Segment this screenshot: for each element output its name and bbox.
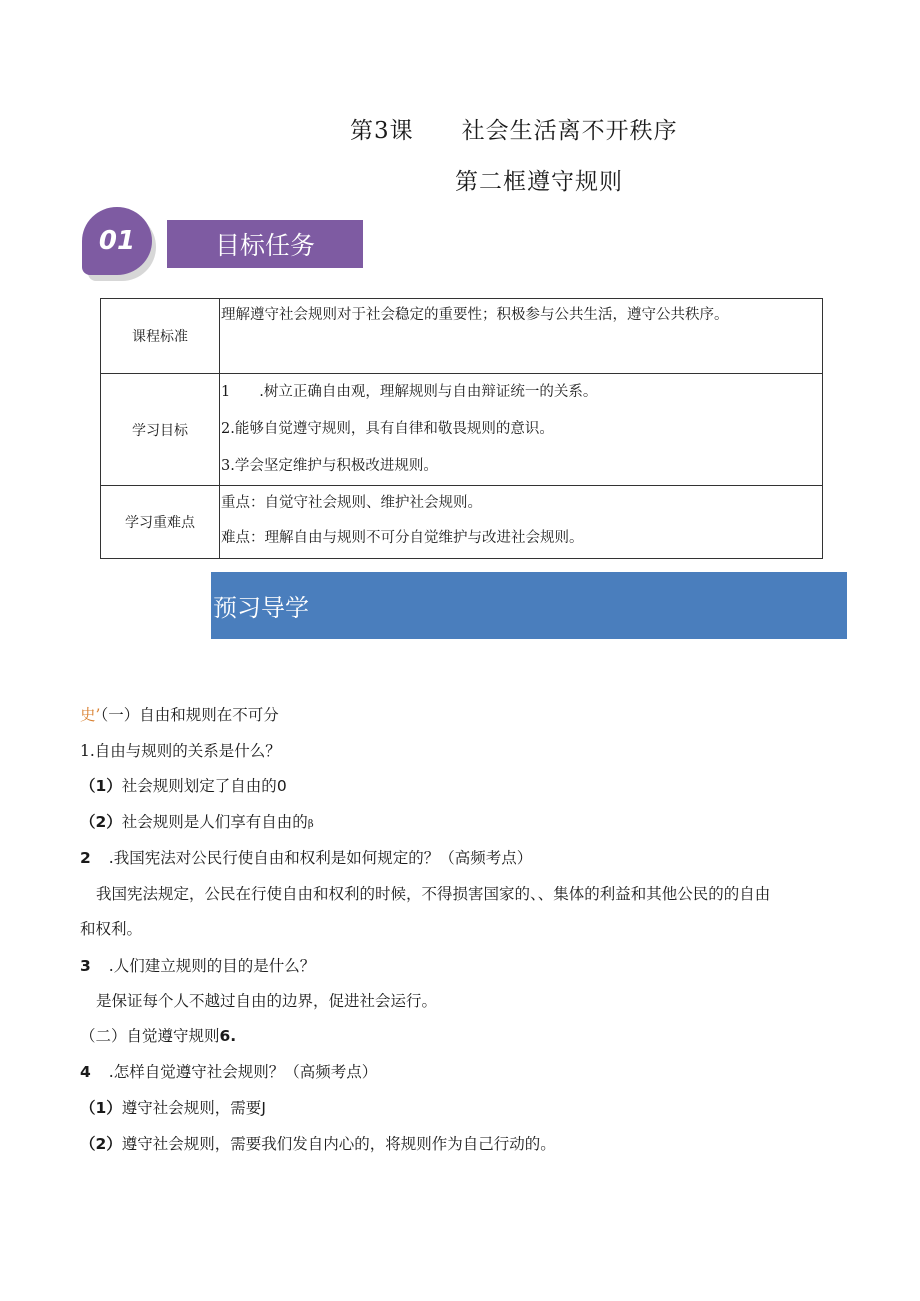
answer-text: 遵守社会规则，需要 <box>121 1099 262 1117</box>
answer-1-2 <box>80 810 314 832</box>
goals-table <box>100 298 823 559</box>
table-row <box>101 486 823 559</box>
answer-2-line-2: 和权利。 <box>80 920 143 938</box>
section-badge <box>82 207 162 279</box>
section-title: 第二框遵守规则 <box>455 169 623 195</box>
lesson-title: 社会生活离不开秩序 <box>461 118 678 144</box>
badge-number: 01 <box>82 207 152 275</box>
goals-banner: 目标任务 <box>167 220 363 268</box>
table-row <box>101 299 823 374</box>
question-3 <box>80 954 315 976</box>
row-line: 难点：理解自由与规则不可分自觉维护与改进社会规则。 <box>221 530 584 546</box>
question-text: .怎样自觉遵守社会规则？（高频考点） <box>108 1063 378 1081</box>
row-line: 1 .树立正确自由观，理解规则与自由辩证统一的关系。 <box>221 384 598 400</box>
question-text: .人们建立规则的目的是什么？ <box>108 957 316 975</box>
question-number: 2 <box>80 849 91 867</box>
row-line: 2.能够自觉遵守规则，具有自律和敬畏规则的意识。 <box>221 421 554 437</box>
table-row <box>101 374 823 486</box>
row-line: 理解遵守社会规则对于社会稳定的重要性；积极参与公共生活，遵守公共秩序。 <box>221 307 729 323</box>
answer-tail: β <box>307 819 314 830</box>
answer-tail: 0 <box>276 777 287 795</box>
row-label: 学习重难点 <box>101 486 220 559</box>
answer-text: 遵守社会规则，需要我们发自内心的，将规则作为自己行动的。 <box>121 1135 556 1153</box>
section-mark: 史’ <box>80 706 101 724</box>
section-heading-2 <box>80 1024 236 1046</box>
answer-number: （1） <box>80 777 122 795</box>
answer-text: 社会规则是人们享有自由的 <box>121 813 308 831</box>
answer-4-1 <box>80 1096 266 1118</box>
question-2 <box>80 846 532 868</box>
lesson-number: 第3课 <box>350 118 414 144</box>
answer-2-line-1: 我国宪法规定，公民在行使自由和权利的时候，不得损害国家的、、集体的利益和其他公民的的自由 <box>96 885 771 903</box>
answer-number: （1） <box>80 1099 122 1117</box>
question-text: .我国宪法对公民行使自由和权利是如何规定的？（高频考点） <box>108 849 533 867</box>
answer-4-2 <box>80 1132 556 1154</box>
question-4 <box>80 1060 377 1082</box>
answer-number: （2） <box>80 1135 122 1153</box>
answer-number: （2） <box>80 813 122 831</box>
row-content <box>220 486 823 559</box>
answer-tail: J <box>261 1099 266 1117</box>
lesson-heading <box>350 112 678 145</box>
answer-text: 社会规则划定了自由的 <box>121 777 277 795</box>
row-label: 学习目标 <box>101 374 220 486</box>
answer-1-1 <box>80 774 287 796</box>
question-number: 3 <box>80 957 91 975</box>
question-number: 4 <box>80 1063 91 1081</box>
row-line: 重点：自觉守社会规则、维护社会规则。 <box>221 495 482 511</box>
section-tail: 6. <box>219 1027 237 1045</box>
section-heading-1 <box>80 703 279 725</box>
question-1: 1.自由与规则的关系是什么？ <box>80 742 281 760</box>
row-content <box>220 374 823 486</box>
answer-3: 是保证每个人不越过自由的边界，促进社会运行。 <box>96 992 438 1010</box>
row-line: 3.学会坚定维护与积极改进规则。 <box>221 458 438 474</box>
section-heading-text: （二）自觉遵守规则 <box>80 1027 220 1045</box>
section-heading-text: （一）自由和规则在不可分 <box>100 706 279 724</box>
row-content <box>220 299 823 374</box>
preview-banner: 预习导学 <box>211 572 847 639</box>
row-label: 课程标准 <box>101 299 220 374</box>
